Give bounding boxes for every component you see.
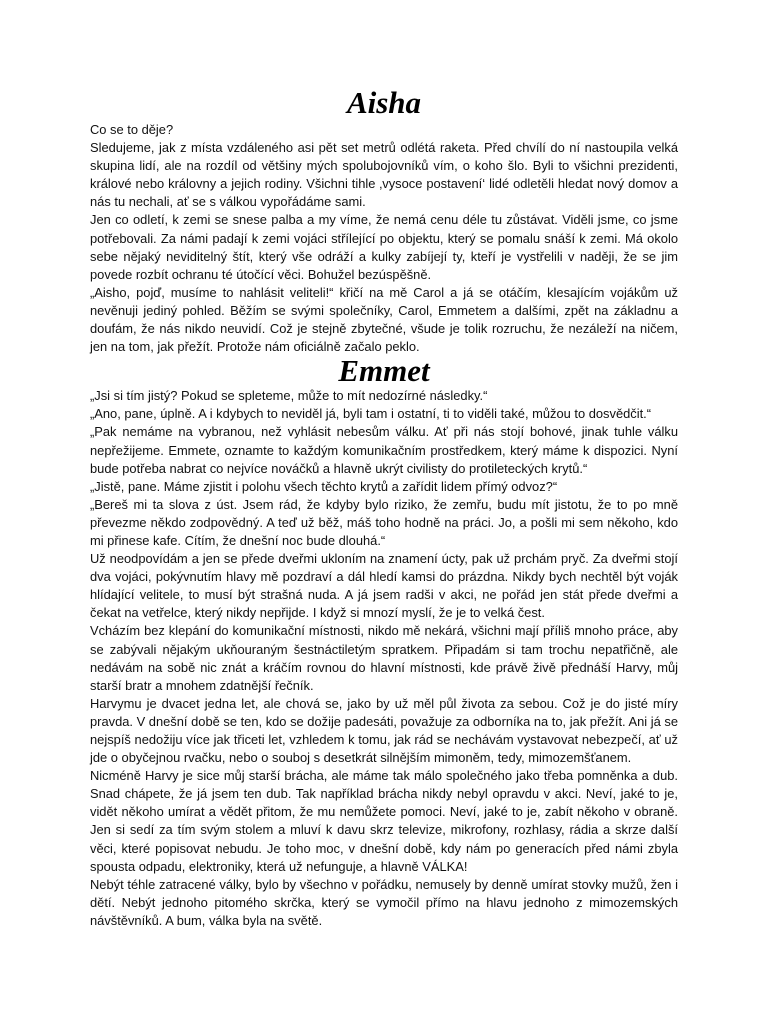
paragraph: Jen co odletí, k zemi se snese palba a my víme, že nemá cenu déle tu zůstávat. Viděli jsme, co jsme potřebovali. Za námi padají k zemi vojáci střílející po objektu, který se pomalu snáší k zemi. Má okolo sebe nějaký neviditelný štít, který vše odráží a kulky zabíjejí ty, kteří je vystřelili v naději, že se jim povede rozbít ochranu té útočící věci. Bohužel bezúspěšně. (90, 212, 678, 282)
paragraph: „Bereš mi ta slova z úst. Jsem rád, že kdyby bylo riziko, že zemřu, budu mít jistotu, že to po mně převezme někdo zodpovědný. A teď už běž, máš toho hodně na práci. Jo, a pošli mi sem někoho, kdo mi přinese kafe. Cítím, že dnešní noc bude dlouhá.“ (90, 496, 678, 548)
paragraph: „Jistě, pane. Máme zjistit i polohu všech těchto krytů a zařídit lidem přímý odvoz?“ (90, 478, 558, 494)
paragraph: Sledujeme, jak z místa vzdáleného asi pět set metrů odlétá raketa. Před chvílí do ní nastoupila velká skupina lidí, ale na rozdíl od většiny mých spolubojovníků vím, o koho šlo. Byli to všichni prezidenti, králové nebo královny a jejich rodiny. Všichni tihle ‚vysoce postavení‘ lidé odletěli hledat nový domov a nás tu nechali, ať se s válkou vypořádáme sami. (90, 140, 678, 210)
paragraph: Nicméně Harvy je sice můj starší brácha, ale máme tak málo společného jako třeba pomněnka a dub. Snad chápete, že já jsem ten dub. Tak například brácha nikdy nebyl opravdu v akci. Neví, jaké to je, vidět někoho umírat a vědět přitom, že mu nemůžete pomoci. Neví, jaké to je, zabít někoho v obraně. Jen si sedí za tím svým stolem a mluví k davu skrz televize, mikrofony, rozhlasy, rádia a skrze další věci, které popisovat nebudu. Je toho moc, v dnešní době, kdy nám po generacích před námi zbyla spousta odpadu, elektroniky, která už nefunguje, a hlavně VÁLKA! (90, 768, 678, 874)
paragraph: „Jsi si tím jistý? Pokud se spleteme, může to mít nedozírné následky.“ (90, 388, 488, 404)
document-page (90, 86, 678, 930)
paragraph: Už neodpovídám a jen se přede dveřmi ukloním na znamení úcty, pak už prchám pryč. Za dveřmi stojí dva vojáci, pokývnutím hlavy mě pozdraví a dál hledí kamsi do prázdna. Nikdy bych nechtěl být voják hlídající velitele, to musí být strašná nuda. A já jsem radši v akci, ne pořád jen stát přede dveřmi a čekat na vetřelce, který nikdy nepřijde. I když si mnozí myslí, že je to velká čest. (90, 551, 678, 621)
chapter-heading-aisha: Aisha (346, 85, 422, 120)
chapter-heading-emmet: Emmet (338, 353, 430, 389)
paragraph: Nebýt téhle zatracené války, bylo by všechno v pořádku, nemusely by denně umírat stovky mužů, žen i dětí. Nebýt jednoho pitomého skrčka, který se vymočil přímo na hlavu jednoho z mimozemských návštěvníků. A bum, válka byla na světě. (90, 876, 678, 928)
paragraph: „Pak nemáme na vybranou, než vyhlásit nebesům válku. Ať při nás stojí bohové, jinak tuhle válku nepřežijeme. Emmete, oznamte to každým komunikačním prostředkem, který máme k dispozici. Nyní bude potřeba nabrat co nejvíce nováčků a hlavně ukrýt civilisty do protileteckých krytů.“ (90, 424, 678, 476)
paragraph: Co se to děje? (90, 122, 174, 137)
paragraph: „Aisho, pojď, musíme to nahlásit veliteli!“ křičí na mě Carol a já se otáčím, klesajícím vojákům už nevěnuji jediný pohled. Běžím se svými společníky, Carol, Emmetem a dalšími, zpět na základnu a doufám, že nás nikdo neuvidí. Což je stejně zbytečné, všude je tolik rozruchu, že nezáleží na ničem, jen na tom, jak přežít. Protože nám oficiálně začalo peklo. (90, 284, 678, 355)
paragraph: Vcházím bez klepání do komunikační místnosti, nikdo mě nekárá, všichni mají příliš mnoho práce, aby se zabývali nějakým ukňouraným šestnáctiletým spratkem. Připadám si tam trochu nepatřičně, ale nedávám na sobě nic znát a kráčím rovnou do hlavní místnosti, kde právě živě přednáší Harvy, můj starší bratr a mnohem zdatnější řečník. (90, 623, 678, 693)
paragraph: „Ano, pane, úplně. A i kdybych to neviděl já, byli tam i ostatní, ti to viděli také, můžou to dosvědčit.“ (90, 406, 652, 422)
paragraph: Harvymu je dvacet jedna let, ale chová se, jako by už měl půl života za sebou. Což je do jisté míry pravda. V dnešní době se ten, kdo se dožije padesáti, považuje za odborníka na to, jak přežít. Ani já se nejspíš nedožiju více jak třiceti let, vzhledem k tomu, jak rád se nechávám vystavovat nebezpečí, ať už jde o obyčejnou rvačku, nebo o souboj s desetkrát silnějším mimoněm, tedy, mimozemšťanem. (90, 695, 678, 766)
